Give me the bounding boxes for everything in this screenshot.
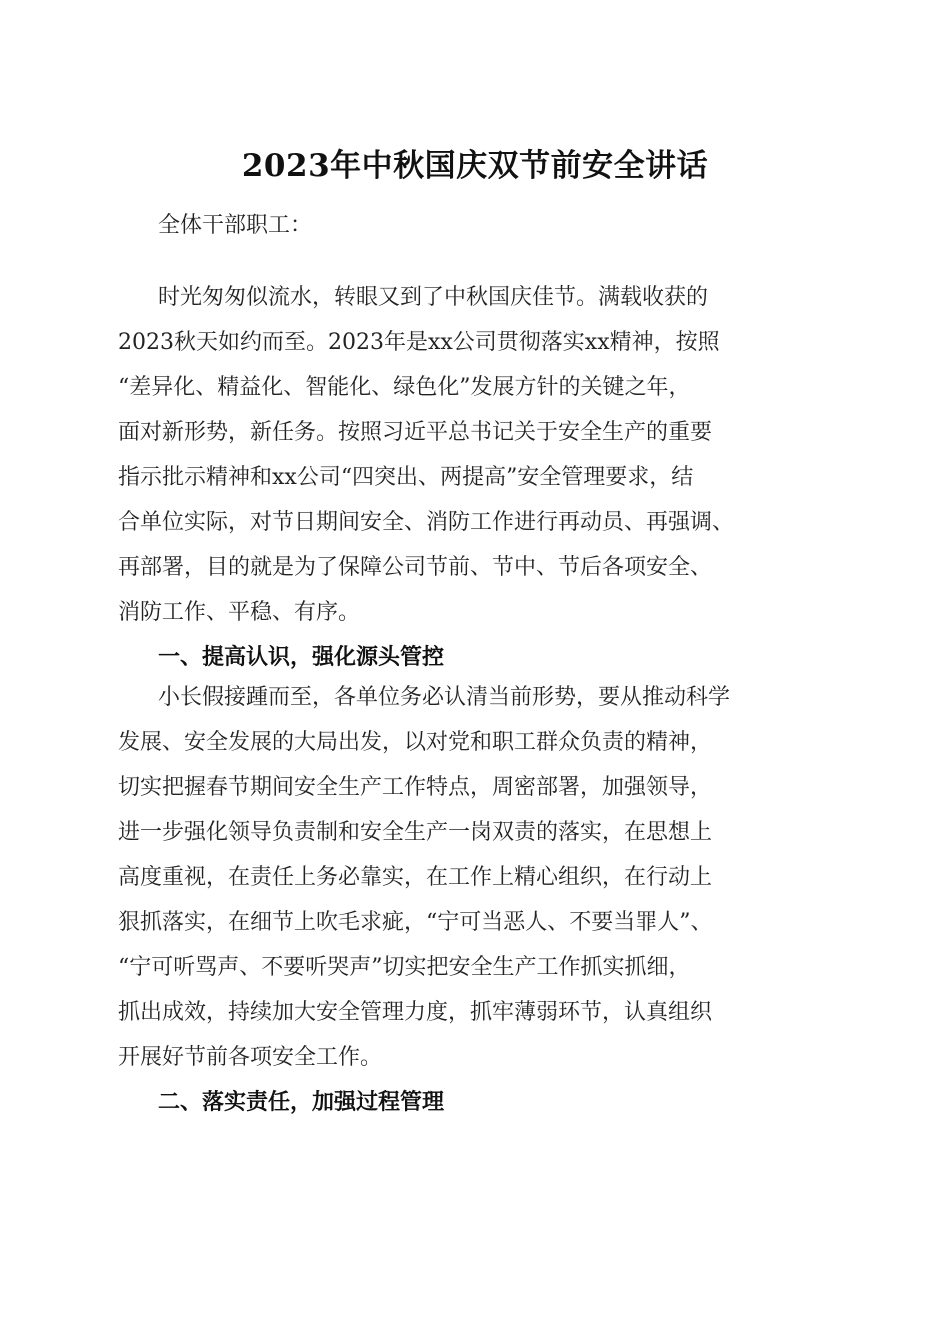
paragraph2-line: 高度重视，在责任上务必靠实，在工作上精心组织，在行动上: [118, 865, 713, 890]
section-heading-2: 二、落实责任，加强过程管理: [158, 1090, 445, 1115]
paragraph1-line: 时光匆匆似流水，转眼又到了中秋国庆佳节。满载收获的: [158, 285, 709, 310]
paragraph1-line: 消防工作、平稳、有序。: [118, 600, 361, 625]
paragraph1-line: 再部署，目的就是为了保障公司节前、节中、节后各项安全、: [118, 555, 713, 580]
paragraph1-line: 2023秋天如约而至。2023年是xx公司贯彻落实xx精神，按照: [118, 330, 720, 355]
paragraph2-line: 进一步强化领导负责制和安全生产一岗双责的落实，在思想上: [118, 820, 713, 845]
section-heading-1: 一、提高认识，强化源头管控: [158, 645, 445, 670]
document-title: 2023年中秋国庆双节前安全讲话: [241, 148, 709, 184]
paragraph2-line: 发展、安全发展的大局出发，以对党和职工群众负责的精神，: [118, 730, 713, 755]
salutation: 全体干部职工：: [158, 213, 313, 238]
paragraph1-line: 指示批示精神和xx公司“四突出、两提高”安全管理要求，结: [118, 465, 694, 490]
paragraph1-line: “差异化、精益化、智能化、绿色化”发展方针的关键之年，: [118, 375, 691, 400]
paragraph1-line: 合单位实际，对节日期间安全、消防工作进行再动员、再强调、: [118, 510, 735, 535]
paragraph2-line: 狠抓落实，在细节上吹毛求疵，“宁可当恶人、不要当罪人”、: [118, 910, 713, 935]
paragraph2-line: 抓出成效，持续加大安全管理力度，抓牢薄弱环节，认真组织: [118, 1000, 713, 1025]
paragraph1-line: 面对新形势，新任务。按照习近平总书记关于安全生产的重要: [118, 420, 713, 445]
paragraph2-line: 小长假接踵而至，各单位务必认清当前形势，要从推动科学: [158, 685, 731, 710]
paragraph2-line: 开展好节前各项安全工作。: [118, 1045, 383, 1070]
paragraph2-line: “宁可听骂声、不要听哭声”切实把安全生产工作抓实抓细，: [118, 955, 691, 980]
paragraph2-line: 切实把握春节期间安全生产工作特点，周密部署，加强领导，: [118, 775, 713, 800]
